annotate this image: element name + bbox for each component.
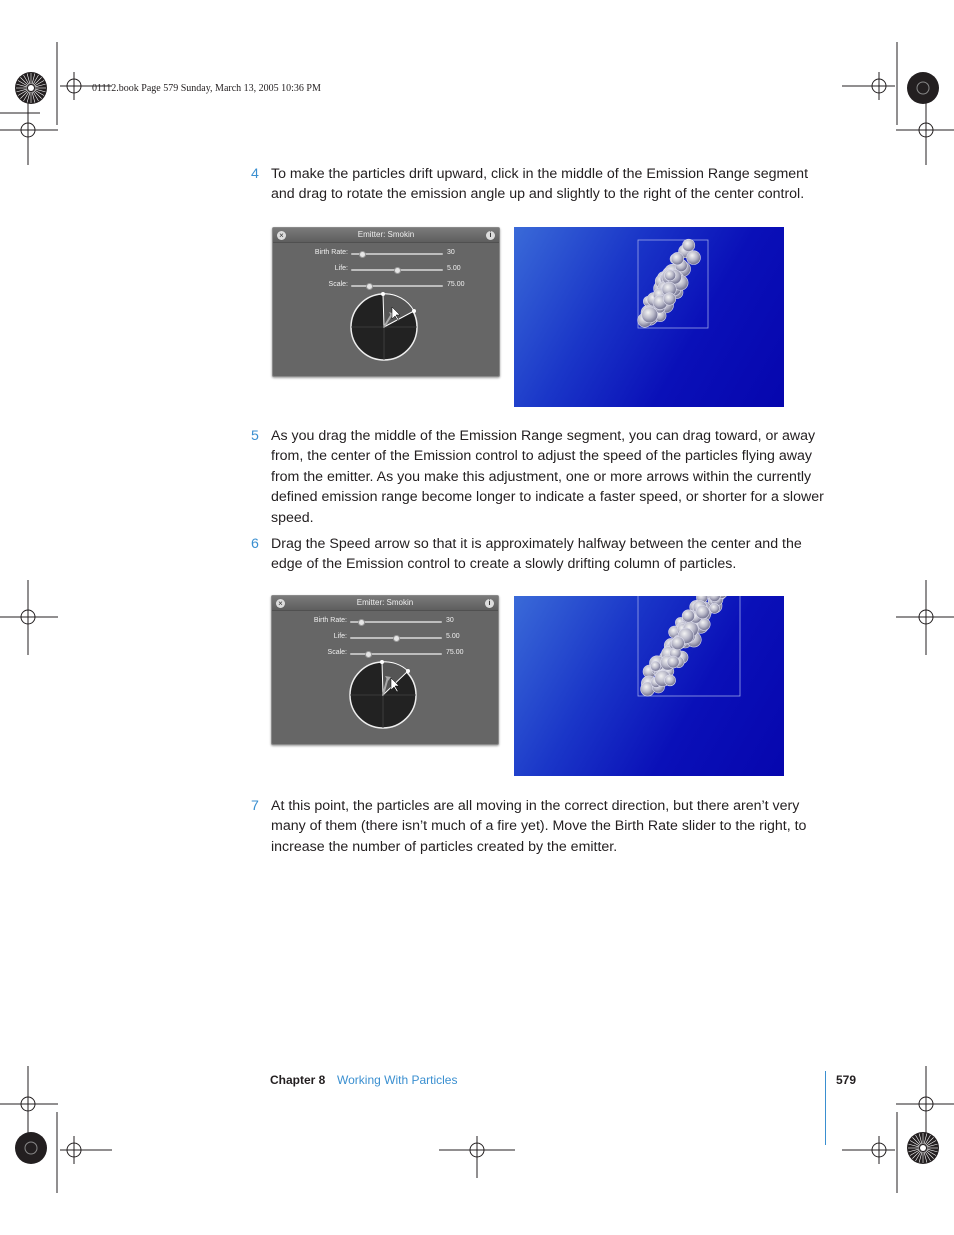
particle xyxy=(682,610,694,622)
emission-control-dial[interactable] xyxy=(349,292,419,362)
slider-knob[interactable] xyxy=(394,267,401,274)
birth-rate-row xyxy=(272,617,498,627)
slider-knob[interactable] xyxy=(359,251,366,258)
emitter-panel-1 xyxy=(272,227,500,377)
step-number: 5 xyxy=(251,428,259,444)
life-label: Life: xyxy=(333,633,347,640)
particle xyxy=(682,239,694,251)
step-text: As you drag the middle of the Emission Range segment, you can drag toward, or away from, the center of the Emission control to adjust the speed of the particles flying away from the emitter. As you make this adjustment, one or more arrows within the currently defined emission range become longer to indicate a faster speed, or shorter for a slower speed. xyxy=(271,428,824,526)
info-icon[interactable]: i xyxy=(485,599,494,608)
info-icon[interactable]: i xyxy=(486,231,495,240)
life-value: 5.00 xyxy=(447,265,461,272)
close-x-icon[interactable]: × xyxy=(277,231,286,240)
panel-titlebar xyxy=(273,228,499,243)
birth-rate-slider[interactable] xyxy=(351,253,443,255)
life-slider[interactable] xyxy=(351,269,443,271)
slider-knob[interactable] xyxy=(365,651,372,658)
birth-rate-label: Birth Rate: xyxy=(313,617,347,624)
footer-chapter: Chapter 8 xyxy=(270,1073,326,1087)
particle xyxy=(667,656,679,668)
slider-knob[interactable] xyxy=(358,619,365,626)
emitter-panel-2 xyxy=(271,595,499,745)
close-x-icon[interactable]: × xyxy=(276,599,285,608)
emission-control-dial[interactable] xyxy=(348,660,418,730)
life-value: 5.00 xyxy=(446,633,460,640)
birth-rate-slider[interactable] xyxy=(350,621,442,623)
particle xyxy=(687,251,701,265)
step-number: 6 xyxy=(251,536,259,552)
particle xyxy=(665,270,676,281)
particle xyxy=(663,293,675,305)
scale-row xyxy=(273,281,499,291)
birth-rate-value: 30 xyxy=(447,249,455,256)
particle-cloud-2 xyxy=(514,596,784,776)
particle xyxy=(696,605,709,618)
birth-rate-value: 30 xyxy=(446,617,454,624)
particle xyxy=(650,661,660,671)
particle xyxy=(671,637,684,650)
particle xyxy=(671,252,684,265)
life-row xyxy=(272,633,498,643)
life-label: Life: xyxy=(334,265,348,272)
step-number: 7 xyxy=(251,798,259,814)
footer-divider xyxy=(825,1071,826,1145)
birth-rate-row xyxy=(273,249,499,259)
book-slug: 01112.book Page 579 Sunday, March 13, 2005 10:36 PM xyxy=(92,83,321,94)
scale-label: Scale: xyxy=(328,281,348,288)
step-text: At this point, the particles are all moving in the correct direction, but there aren’t very many of them (there isn’t much of a fire yet). Move the Birth Rate slider to the right, to increase the number of particles created by the emitter. xyxy=(271,798,807,855)
scale-value: 75.00 xyxy=(447,281,465,288)
slider-knob[interactable] xyxy=(366,283,373,290)
step-text: Drag the Speed arrow so that it is approximately halfway between the center and the edge of the Emission control to create a slowly drifting column of particles. xyxy=(271,536,802,573)
panel-title: Emitter: Smokin xyxy=(357,230,415,239)
particle xyxy=(665,675,676,686)
particle xyxy=(642,307,658,323)
canvas-viewer-2 xyxy=(514,596,784,776)
panel-title: Emitter: Smokin xyxy=(356,598,414,607)
slider-knob[interactable] xyxy=(393,635,400,642)
panel-titlebar xyxy=(272,596,498,611)
particle-cloud-1 xyxy=(514,227,784,407)
scale-row xyxy=(272,649,498,659)
birth-rate-label: Birth Rate: xyxy=(314,249,348,256)
scale-slider[interactable] xyxy=(351,285,443,287)
footer-chapter-title: Working With Particles xyxy=(337,1073,458,1087)
scale-slider[interactable] xyxy=(350,653,442,655)
life-slider[interactable] xyxy=(350,637,442,639)
life-row xyxy=(273,265,499,275)
page-number: 579 xyxy=(836,1073,857,1087)
step-number: 4 xyxy=(251,166,259,182)
particle xyxy=(710,603,720,613)
scale-label: Scale: xyxy=(327,649,347,656)
scale-value: 75.00 xyxy=(446,649,464,656)
step-text: To make the particles drift upward, click in the middle of the Emission Range segment and drag to rotate the emission angle up and slightly to the right of the center control. xyxy=(271,166,809,203)
canvas-viewer-1 xyxy=(514,227,784,407)
